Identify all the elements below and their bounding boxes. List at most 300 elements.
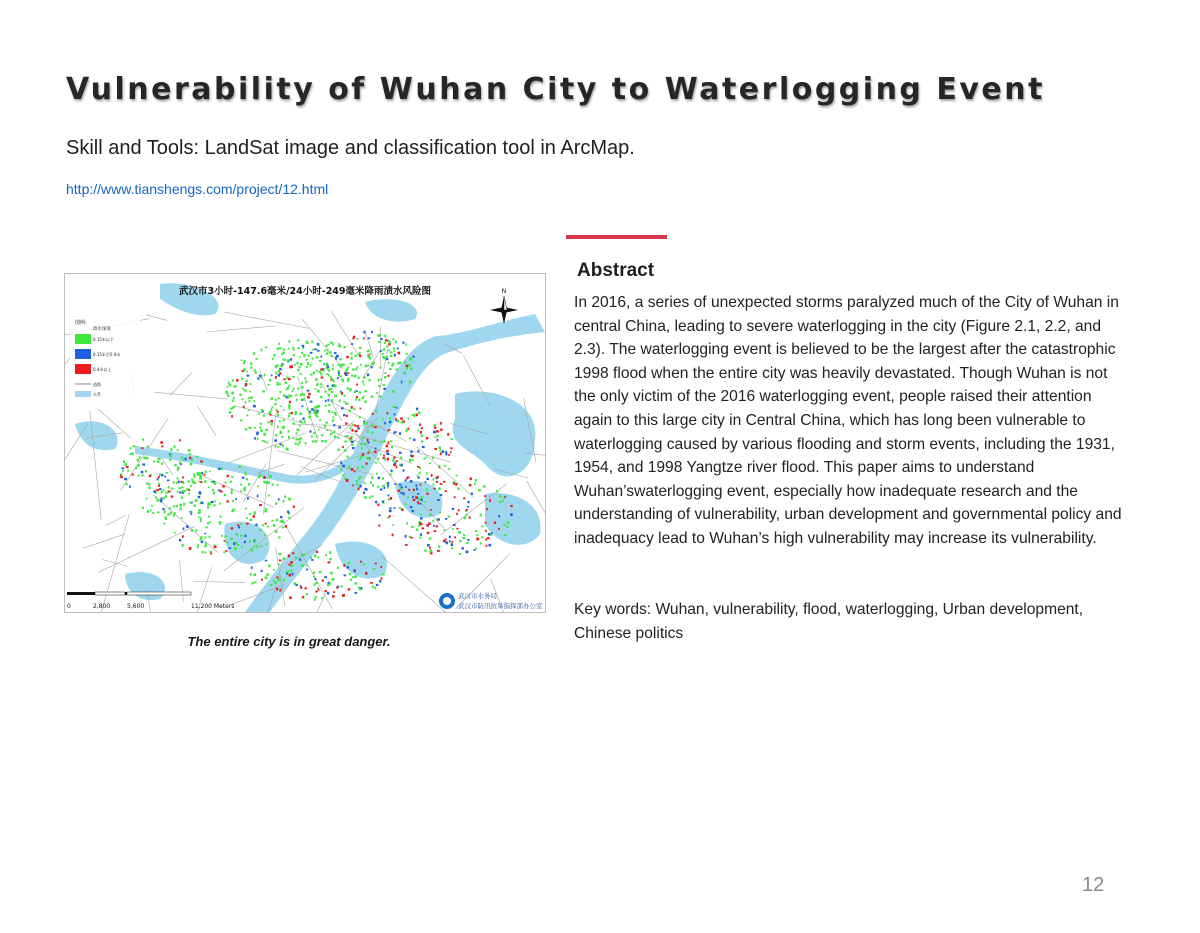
risk-point <box>249 513 251 515</box>
risk-point <box>313 572 316 574</box>
risk-point <box>322 440 324 442</box>
risk-point <box>412 459 414 461</box>
risk-point <box>370 481 372 483</box>
risk-point <box>327 399 329 401</box>
risk-point <box>432 520 434 523</box>
risk-point <box>256 358 258 360</box>
risk-point <box>351 444 353 446</box>
risk-point <box>145 470 147 472</box>
risk-point <box>387 375 389 377</box>
risk-point <box>427 544 430 547</box>
risk-point <box>320 386 322 388</box>
risk-point <box>338 426 341 428</box>
risk-point <box>304 420 306 422</box>
risk-point <box>288 385 290 387</box>
risk-point <box>178 487 181 489</box>
risk-point <box>315 591 318 593</box>
risk-point <box>290 561 292 564</box>
risk-point <box>156 499 159 501</box>
risk-point <box>268 495 270 497</box>
risk-point <box>192 481 194 484</box>
risk-point <box>258 476 260 478</box>
risk-point <box>171 488 174 490</box>
risk-point <box>204 533 206 535</box>
risk-point <box>433 488 436 490</box>
risk-point <box>371 425 373 427</box>
risk-point <box>405 535 407 538</box>
risk-point <box>149 487 151 489</box>
risk-point <box>380 350 382 352</box>
risk-point <box>375 462 377 464</box>
risk-point <box>433 431 436 434</box>
risk-point <box>367 349 369 351</box>
risk-point <box>355 430 358 432</box>
risk-point <box>440 453 442 456</box>
risk-point <box>278 536 280 538</box>
risk-point <box>164 476 166 478</box>
risk-point <box>275 399 277 401</box>
risk-point <box>327 429 329 431</box>
project-link[interactable]: http://www.tianshengs.com/project/12.html <box>66 181 329 197</box>
risk-point <box>168 486 170 489</box>
risk-point <box>205 552 207 554</box>
risk-point <box>334 431 336 433</box>
risk-point <box>270 397 273 399</box>
risk-point <box>212 489 214 491</box>
risk-point <box>341 407 343 409</box>
risk-point <box>247 497 249 500</box>
risk-point <box>142 507 144 509</box>
risk-point <box>384 342 386 344</box>
risk-point <box>294 413 296 415</box>
risk-point <box>366 422 368 425</box>
risk-point <box>289 574 292 577</box>
risk-point <box>430 509 432 511</box>
risk-point <box>384 376 386 378</box>
risk-point <box>201 502 204 504</box>
risk-point <box>287 430 289 432</box>
risk-point <box>392 338 394 340</box>
risk-point <box>174 464 177 466</box>
risk-point <box>186 525 189 528</box>
risk-point <box>249 400 251 402</box>
risk-point <box>410 368 412 370</box>
risk-point <box>366 462 368 464</box>
risk-point <box>196 529 198 532</box>
risk-point <box>422 446 425 448</box>
risk-point <box>359 458 361 460</box>
risk-point <box>440 428 442 431</box>
risk-point <box>272 358 274 360</box>
risk-point <box>331 391 334 393</box>
risk-point <box>267 442 269 444</box>
risk-point <box>137 464 140 466</box>
risk-point <box>264 510 267 512</box>
risk-point <box>388 441 390 443</box>
risk-point <box>342 465 345 467</box>
risk-point <box>434 427 436 429</box>
risk-point <box>362 380 364 383</box>
risk-point <box>389 421 391 423</box>
risk-point <box>249 427 252 429</box>
risk-point <box>407 496 409 498</box>
risk-point <box>271 423 273 426</box>
risk-point <box>408 364 411 367</box>
risk-point <box>498 515 500 517</box>
risk-point <box>317 383 319 385</box>
risk-point <box>484 495 486 497</box>
risk-point <box>398 490 401 492</box>
risk-point <box>208 486 210 488</box>
risk-point <box>163 497 165 500</box>
risk-point <box>236 533 239 535</box>
risk-point <box>378 514 380 516</box>
risk-point <box>262 524 264 526</box>
risk-point <box>281 520 283 523</box>
risk-point <box>157 512 160 514</box>
risk-point <box>245 383 247 386</box>
risk-point <box>328 374 330 377</box>
risk-point <box>190 501 192 503</box>
risk-point <box>364 443 367 445</box>
risk-point <box>297 369 299 371</box>
risk-point <box>208 516 210 518</box>
risk-point <box>293 349 295 351</box>
risk-point <box>199 477 201 479</box>
risk-point <box>269 476 272 478</box>
risk-point <box>316 370 318 372</box>
risk-point <box>288 406 290 408</box>
risk-point <box>380 488 383 490</box>
skills-line: Skill and Tools: LandSat image and classification tool in ArcMap. <box>66 137 635 159</box>
risk-point <box>146 482 148 485</box>
risk-point <box>249 383 251 385</box>
risk-point <box>396 466 398 469</box>
risk-point <box>474 483 476 486</box>
risk-point <box>244 473 246 476</box>
risk-point <box>290 358 292 361</box>
risk-point <box>198 491 201 494</box>
risk-point <box>290 395 292 397</box>
risk-point <box>351 429 353 432</box>
risk-point <box>413 489 415 491</box>
risk-point <box>313 411 315 414</box>
risk-point <box>302 345 305 348</box>
risk-point <box>283 579 285 581</box>
risk-point <box>224 536 226 538</box>
risk-point <box>344 441 347 443</box>
risk-point <box>324 440 326 443</box>
risk-point <box>254 369 256 371</box>
risk-point <box>201 541 204 543</box>
risk-point <box>193 473 195 476</box>
risk-point <box>380 379 382 381</box>
risk-point <box>354 470 356 472</box>
risk-point <box>225 550 227 552</box>
risk-point <box>335 414 337 416</box>
risk-point <box>133 445 136 447</box>
risk-point <box>504 496 506 498</box>
risk-point <box>456 513 458 515</box>
risk-point <box>320 356 322 358</box>
risk-point <box>334 435 336 438</box>
risk-point <box>308 355 310 357</box>
risk-point <box>275 376 277 379</box>
risk-point <box>487 537 490 539</box>
risk-point <box>301 382 303 384</box>
risk-point <box>177 477 179 479</box>
risk-point <box>382 501 384 503</box>
risk-point <box>368 379 370 381</box>
risk-point <box>485 522 487 524</box>
risk-point <box>383 356 386 359</box>
risk-point <box>453 524 456 526</box>
risk-point <box>265 346 268 348</box>
risk-point <box>293 354 295 356</box>
risk-point <box>418 411 420 414</box>
risk-point <box>287 396 289 399</box>
risk-point <box>288 413 290 415</box>
risk-point <box>386 483 388 485</box>
risk-point <box>337 437 340 439</box>
risk-point <box>165 492 168 494</box>
risk-point <box>306 565 308 567</box>
risk-point <box>506 525 508 528</box>
risk-point <box>371 495 374 497</box>
risk-point <box>176 505 178 507</box>
risk-point <box>337 449 339 451</box>
risk-point <box>421 434 424 437</box>
risk-point <box>389 417 391 420</box>
risk-point <box>332 578 335 581</box>
risk-point <box>394 354 396 357</box>
risk-point <box>336 355 339 358</box>
risk-point <box>253 400 255 402</box>
risk-point <box>440 494 443 496</box>
risk-point <box>382 573 385 575</box>
risk-point <box>142 463 145 465</box>
risk-point <box>296 432 298 434</box>
risk-point <box>396 368 399 370</box>
risk-point <box>250 396 253 398</box>
risk-point <box>475 548 477 550</box>
risk-point <box>270 420 273 422</box>
risk-point <box>380 338 382 340</box>
risk-point <box>145 457 147 460</box>
risk-point <box>410 506 413 508</box>
risk-point <box>287 511 289 514</box>
risk-point <box>247 375 250 377</box>
risk-point <box>161 491 163 494</box>
risk-point <box>324 391 326 393</box>
risk-point <box>282 359 284 361</box>
risk-point <box>183 503 185 506</box>
risk-point <box>303 554 305 557</box>
risk-point <box>389 368 392 370</box>
risk-point <box>449 536 451 538</box>
risk-point <box>459 553 461 555</box>
risk-point <box>182 481 184 484</box>
risk-point <box>246 414 248 416</box>
risk-point <box>201 472 203 475</box>
risk-point <box>280 516 282 518</box>
risk-point <box>387 495 389 497</box>
risk-point <box>372 484 374 487</box>
risk-point <box>254 540 256 542</box>
risk-point <box>400 492 402 494</box>
risk-point <box>267 526 269 528</box>
legend-title: 图例: <box>75 320 87 326</box>
abstract-keywords: Key words: Wuhan, vulnerability, flood, waterlogging, Urban development, Chinese politics <box>574 601 1084 642</box>
scale-label-3: 11,200 Meters <box>191 603 235 610</box>
risk-point <box>279 372 281 374</box>
risk-point <box>475 479 477 482</box>
risk-point <box>292 376 295 378</box>
risk-point <box>315 596 317 598</box>
risk-point <box>363 422 365 425</box>
risk-point <box>181 486 184 488</box>
risk-point <box>299 559 301 561</box>
risk-point <box>287 359 289 362</box>
risk-point <box>389 507 391 509</box>
risk-point <box>358 488 360 491</box>
risk-point <box>330 388 332 390</box>
risk-point <box>374 587 376 590</box>
risk-point <box>318 589 320 591</box>
risk-point <box>157 478 159 480</box>
risk-point <box>312 440 314 442</box>
risk-point <box>248 483 250 486</box>
risk-point <box>276 519 278 521</box>
risk-point <box>254 427 256 429</box>
risk-point <box>254 437 256 439</box>
risk-point <box>320 396 322 399</box>
risk-point <box>345 435 347 437</box>
risk-point <box>499 501 502 503</box>
risk-point <box>168 491 171 493</box>
risk-point <box>232 379 234 381</box>
risk-point <box>214 482 216 484</box>
risk-point <box>311 341 313 343</box>
legend-item-water: 水系 <box>93 392 101 397</box>
risk-point <box>278 370 280 372</box>
risk-point <box>488 533 490 535</box>
risk-point <box>295 556 297 558</box>
risk-point <box>467 506 469 508</box>
risk-point <box>418 525 420 527</box>
risk-point <box>328 410 330 413</box>
risk-point <box>231 491 233 494</box>
risk-point <box>154 490 156 493</box>
risk-point <box>417 466 420 468</box>
risk-point <box>377 458 379 460</box>
risk-point <box>399 452 401 454</box>
risk-point <box>229 547 231 549</box>
risk-point <box>402 342 404 344</box>
risk-point <box>259 375 261 377</box>
risk-point <box>352 368 354 370</box>
risk-point <box>299 373 302 375</box>
risk-point <box>355 576 357 578</box>
risk-point <box>467 539 469 541</box>
risk-point <box>181 517 183 519</box>
risk-point <box>400 417 402 420</box>
risk-point <box>374 440 376 442</box>
risk-point <box>454 536 456 538</box>
risk-point <box>277 398 279 400</box>
risk-point <box>174 532 176 534</box>
risk-point <box>220 515 222 517</box>
risk-point <box>260 377 262 379</box>
risk-point <box>207 522 209 525</box>
risk-point <box>327 592 329 595</box>
risk-point <box>350 579 352 581</box>
risk-point <box>347 367 349 369</box>
risk-point <box>383 388 386 390</box>
risk-point <box>467 501 469 503</box>
risk-point <box>321 597 323 599</box>
risk-point <box>240 419 242 421</box>
risk-point <box>359 408 361 410</box>
risk-point <box>368 450 370 453</box>
risk-point <box>286 448 289 451</box>
risk-point <box>348 588 350 590</box>
risk-point <box>204 480 206 482</box>
risk-point <box>324 425 326 428</box>
risk-point <box>399 484 401 486</box>
risk-point <box>200 481 202 483</box>
risk-point <box>182 459 184 461</box>
risk-point <box>356 366 358 368</box>
risk-point <box>240 483 242 485</box>
risk-point <box>163 523 165 525</box>
risk-point <box>276 348 279 350</box>
risk-point <box>293 582 296 585</box>
agency-line-2: 武汉市防汛抗旱指挥部办公室 <box>458 602 543 610</box>
risk-point <box>326 363 328 366</box>
risk-point <box>349 427 351 429</box>
risk-point <box>386 445 389 448</box>
risk-point <box>418 497 420 500</box>
risk-point <box>263 476 266 479</box>
risk-point <box>378 385 380 387</box>
risk-point <box>329 582 331 585</box>
risk-point <box>403 493 405 496</box>
risk-point <box>265 576 268 579</box>
risk-point <box>344 346 346 349</box>
risk-point <box>439 446 441 449</box>
risk-point <box>416 488 418 491</box>
risk-point <box>253 546 255 548</box>
risk-point <box>288 555 290 558</box>
risk-point <box>261 579 263 581</box>
risk-point <box>147 510 149 513</box>
risk-point <box>354 391 356 393</box>
risk-point <box>486 545 488 547</box>
risk-point <box>156 489 159 491</box>
risk-point <box>426 478 428 480</box>
risk-point <box>481 536 484 538</box>
risk-point <box>504 534 507 536</box>
risk-point <box>464 516 467 519</box>
risk-point <box>255 524 257 527</box>
risk-point <box>363 338 365 340</box>
risk-point <box>437 518 440 520</box>
risk-point <box>483 485 486 487</box>
risk-point <box>241 377 243 379</box>
risk-point <box>425 481 427 483</box>
risk-point <box>231 538 233 541</box>
